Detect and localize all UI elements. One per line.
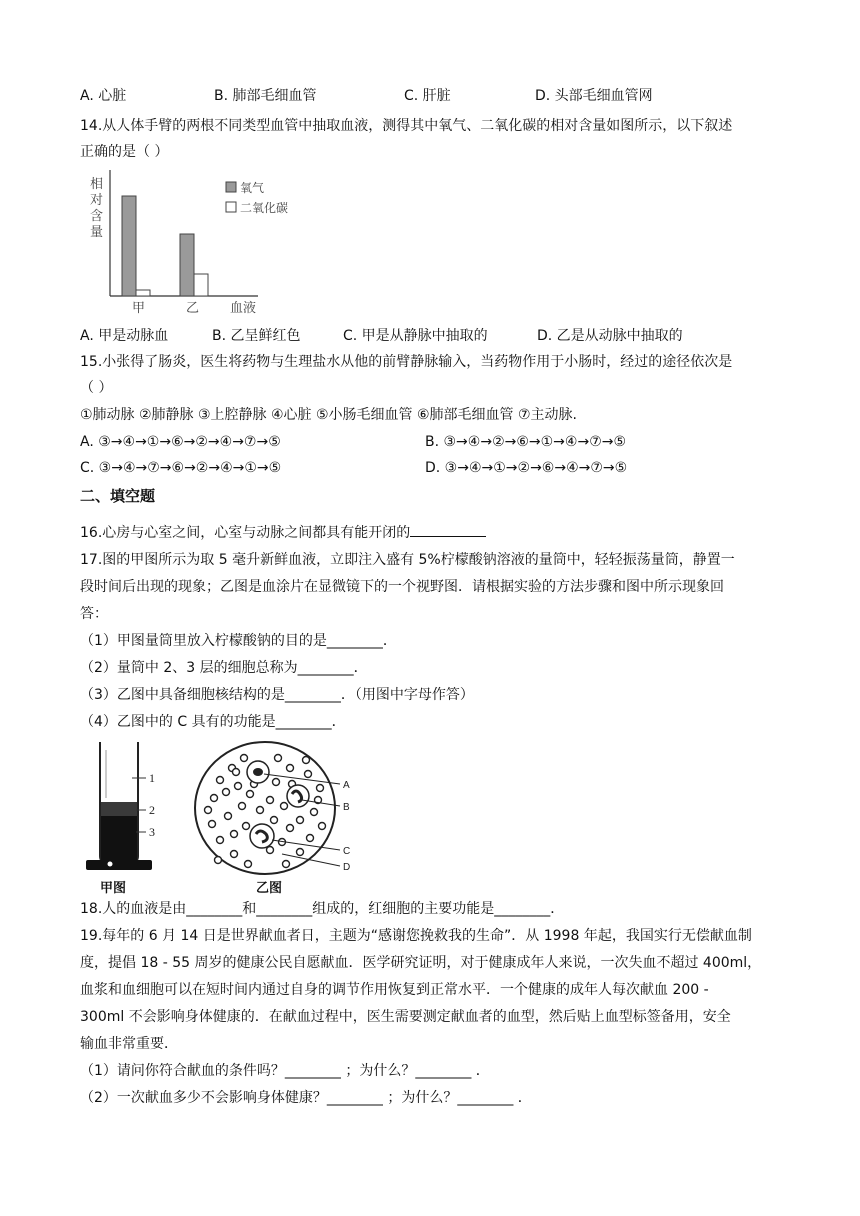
layer-2-label: 2 bbox=[149, 803, 155, 817]
q14-bar-chart bbox=[80, 166, 289, 330]
red-blood-cell bbox=[319, 823, 326, 830]
q17-stem-line2: 段时间后出现的现象；乙图是血涂片在显微镜下的一个视野图．请根据实验的方法步骤和图中所示现象回 bbox=[80, 579, 724, 595]
q17-sub3: （3）乙图中具备细胞核结构的是________．（用图中字母作答） bbox=[80, 687, 474, 703]
red-blood-cell bbox=[205, 807, 212, 814]
q19-line5: 输血非常重要． bbox=[80, 1036, 178, 1052]
cell-label-c: C bbox=[343, 846, 351, 857]
q14-stem-line2: 正确的是（ ） bbox=[80, 144, 169, 160]
red-blood-cell bbox=[305, 771, 312, 778]
q19-line2: 度，提倡 18 - 55 周岁的健康公民自愿献血．医学研究证明，对于健康成年人来说，一次失血不超过 400ml， bbox=[80, 955, 762, 971]
chart-ylabel-char2: 对 bbox=[90, 192, 104, 207]
white-cell-c bbox=[250, 824, 274, 848]
legend-label-co2: 二氧化碳 bbox=[240, 201, 289, 215]
q17-sub1: （1）甲图量筒里放入柠檬酸钠的目的是________． bbox=[80, 633, 397, 649]
section-heading-fill-in: 二、填空题 bbox=[80, 487, 156, 505]
q19-line4: 300ml 不会影响身体健康的．在献血过程中，医生需要测定献血者的血型，然后贴上血型标签备用，安全 bbox=[80, 1009, 731, 1025]
layer-1-label: 1 bbox=[149, 771, 155, 785]
red-blood-cell bbox=[267, 847, 274, 854]
q14-option-c: C. 甲是从静脉中抽取的 bbox=[343, 328, 488, 344]
red-blood-cell bbox=[267, 797, 274, 804]
q15-items: ①肺动脉 ②肺静脉 ③上腔静脉 ④心脏 ⑤小肠毛细血管 ⑥肺部毛细血管 ⑦主动脉. bbox=[80, 407, 578, 423]
layer-3-label: 3 bbox=[149, 825, 155, 839]
red-blood-cell bbox=[297, 817, 304, 824]
q19-sub1: （1）请问你符合献血的条件吗？________ ；为什么？________ ． bbox=[80, 1063, 490, 1079]
red-blood-cell bbox=[307, 835, 314, 842]
q19-line1: 19.每年的 6 月 14 日是世界献血者日，主题为“感谢您挽救我的生命”．从 1998 年起，我国实行无偿献血制 bbox=[80, 928, 752, 944]
red-blood-cell bbox=[247, 791, 254, 798]
cell-label-b: B bbox=[343, 802, 350, 813]
red-blood-cell bbox=[231, 851, 238, 858]
chart-category-jia: 甲 bbox=[132, 300, 146, 315]
red-blood-cell bbox=[217, 837, 224, 844]
white-cell-a bbox=[247, 761, 269, 783]
cylinder-layer-2 bbox=[101, 802, 137, 816]
q15-stem-line2: （ ） bbox=[80, 380, 113, 396]
q13-option-a: A. 心脏 bbox=[80, 88, 127, 104]
red-blood-cell bbox=[317, 785, 324, 792]
q14-chart-svg bbox=[80, 166, 289, 326]
cylinder-svg bbox=[80, 738, 170, 878]
q17-stem-line1: 17.图的甲图所示为取 5 毫升新鲜血液，立即注入盛有 5%柠檬酸钠溶液的量筒中，轻轻振荡量筒，静置一 bbox=[80, 552, 735, 568]
q19-sub2: （2）一次献血多少不会影响身体健康？________ ；为什么？________ ． bbox=[80, 1090, 532, 1106]
q18-stem: 18.人的血液是由________和________组成的，红细胞的主要功能是________． bbox=[80, 901, 565, 917]
q15-option-b: B. ③→④→②→⑥→①→④→⑦→⑤ bbox=[425, 434, 627, 450]
cell-label-d: D bbox=[343, 862, 351, 873]
red-blood-cell bbox=[235, 783, 242, 790]
red-blood-cell bbox=[287, 765, 294, 772]
cylinder-layer-3 bbox=[101, 816, 137, 860]
bar-oxygen-yi bbox=[180, 234, 194, 296]
red-blood-cell bbox=[311, 809, 318, 816]
red-blood-cell bbox=[217, 777, 224, 784]
q14-option-d: D. 乙是从动脉中抽取的 bbox=[537, 328, 683, 344]
red-blood-cell bbox=[257, 807, 264, 814]
red-blood-cell bbox=[281, 803, 288, 810]
figure-yi-caption: 乙图 bbox=[256, 881, 283, 896]
figure-yi-blood-smear bbox=[190, 740, 380, 884]
red-blood-cell bbox=[211, 795, 218, 802]
q15-option-c: C. ③→④→⑦→⑥→②→④→①→⑤ bbox=[80, 460, 282, 476]
cylinder-base bbox=[86, 860, 152, 870]
red-blood-cell bbox=[273, 779, 280, 786]
smear-svg bbox=[190, 740, 380, 880]
white-cell-b bbox=[287, 785, 309, 807]
bar-oxygen-jia bbox=[122, 196, 136, 296]
q13-option-c: C. 肝脏 bbox=[404, 88, 451, 104]
chart-ylabel-char4: 量 bbox=[90, 224, 104, 239]
q14-option-b: B. 乙呈鲜红色 bbox=[212, 328, 301, 344]
chart-bars bbox=[122, 196, 208, 296]
q15-option-d: D. ③→④→①→②→⑥→④→⑦→⑤ bbox=[425, 460, 628, 476]
red-blood-cell bbox=[243, 823, 250, 830]
bar-co2-jia bbox=[136, 290, 150, 296]
q14-option-a: A. 甲是动脉血 bbox=[80, 328, 169, 344]
red-blood-cell bbox=[215, 857, 222, 864]
q19-line3: 血浆和血细胞可以在短时间内通过自身的调节作用恢复到正常水平．一个健康的成年人每次献血 200 - bbox=[80, 982, 709, 998]
legend-label-oxygen: 氧气 bbox=[240, 181, 265, 195]
red-blood-cell bbox=[287, 825, 294, 832]
red-blood-cell bbox=[271, 817, 278, 824]
red-blood-cell bbox=[239, 803, 246, 810]
red-blood-cell bbox=[297, 849, 304, 856]
cell-label-a: A bbox=[343, 780, 350, 791]
red-blood-cell bbox=[223, 789, 230, 796]
figure-jia-caption: 甲图 bbox=[100, 881, 127, 896]
legend-swatch-oxygen bbox=[226, 182, 236, 192]
cylinder-base-dot bbox=[108, 862, 113, 867]
legend-swatch-co2 bbox=[226, 202, 236, 212]
chart-xlabel: 血液 bbox=[230, 300, 257, 315]
q15-stem-line1: 15.小张得了肠炎，医生将药物与生理盐水从他的前臂静脉输入，当药物作用于小肠时，经过的途径依次是 bbox=[80, 354, 733, 370]
red-blood-cell bbox=[303, 757, 310, 764]
red-blood-cell bbox=[209, 821, 216, 828]
q13-option-b: B. 肺部毛细血管 bbox=[214, 88, 317, 104]
red-blood-cell bbox=[283, 861, 290, 868]
q15-option-a: A. ③→④→①→⑥→②→④→⑦→⑤ bbox=[80, 434, 281, 450]
red-blood-cell bbox=[233, 769, 240, 776]
q13-option-d: D. 头部毛细血管网 bbox=[535, 88, 653, 104]
red-blood-cell bbox=[231, 831, 238, 838]
q17-sub2: （2）量筒中 2、3 层的细胞总称为________． bbox=[80, 660, 368, 676]
chart-ylabel-char3: 含 bbox=[90, 208, 104, 223]
red-blood-cell bbox=[225, 813, 232, 820]
chart-category-yi: 乙 bbox=[186, 300, 200, 315]
red-blood-cell bbox=[245, 861, 252, 868]
q16-stem bbox=[80, 522, 486, 543]
chart-ylabel-char1: 相 bbox=[90, 176, 104, 191]
q14-stem-line1: 14.从人体手臂的两根不同类型血管中抽取血液，测得其中氧气、二氧化碳的相对含量如图所示，以下叙述 bbox=[80, 118, 733, 134]
bar-co2-yi bbox=[194, 274, 208, 296]
red-blood-cell bbox=[275, 755, 282, 762]
q16-text: 16.心房与心室之间，心室与动脉之间都具有能开闭的 bbox=[80, 525, 411, 541]
figure-jia-cylinder bbox=[80, 738, 170, 882]
q17-sub4: （4）乙图中的 C 具有的功能是________． bbox=[80, 714, 346, 730]
q16-answer-blank bbox=[410, 522, 486, 537]
q17-stem-line3: 答： bbox=[80, 606, 108, 622]
red-blood-cell bbox=[241, 755, 248, 762]
